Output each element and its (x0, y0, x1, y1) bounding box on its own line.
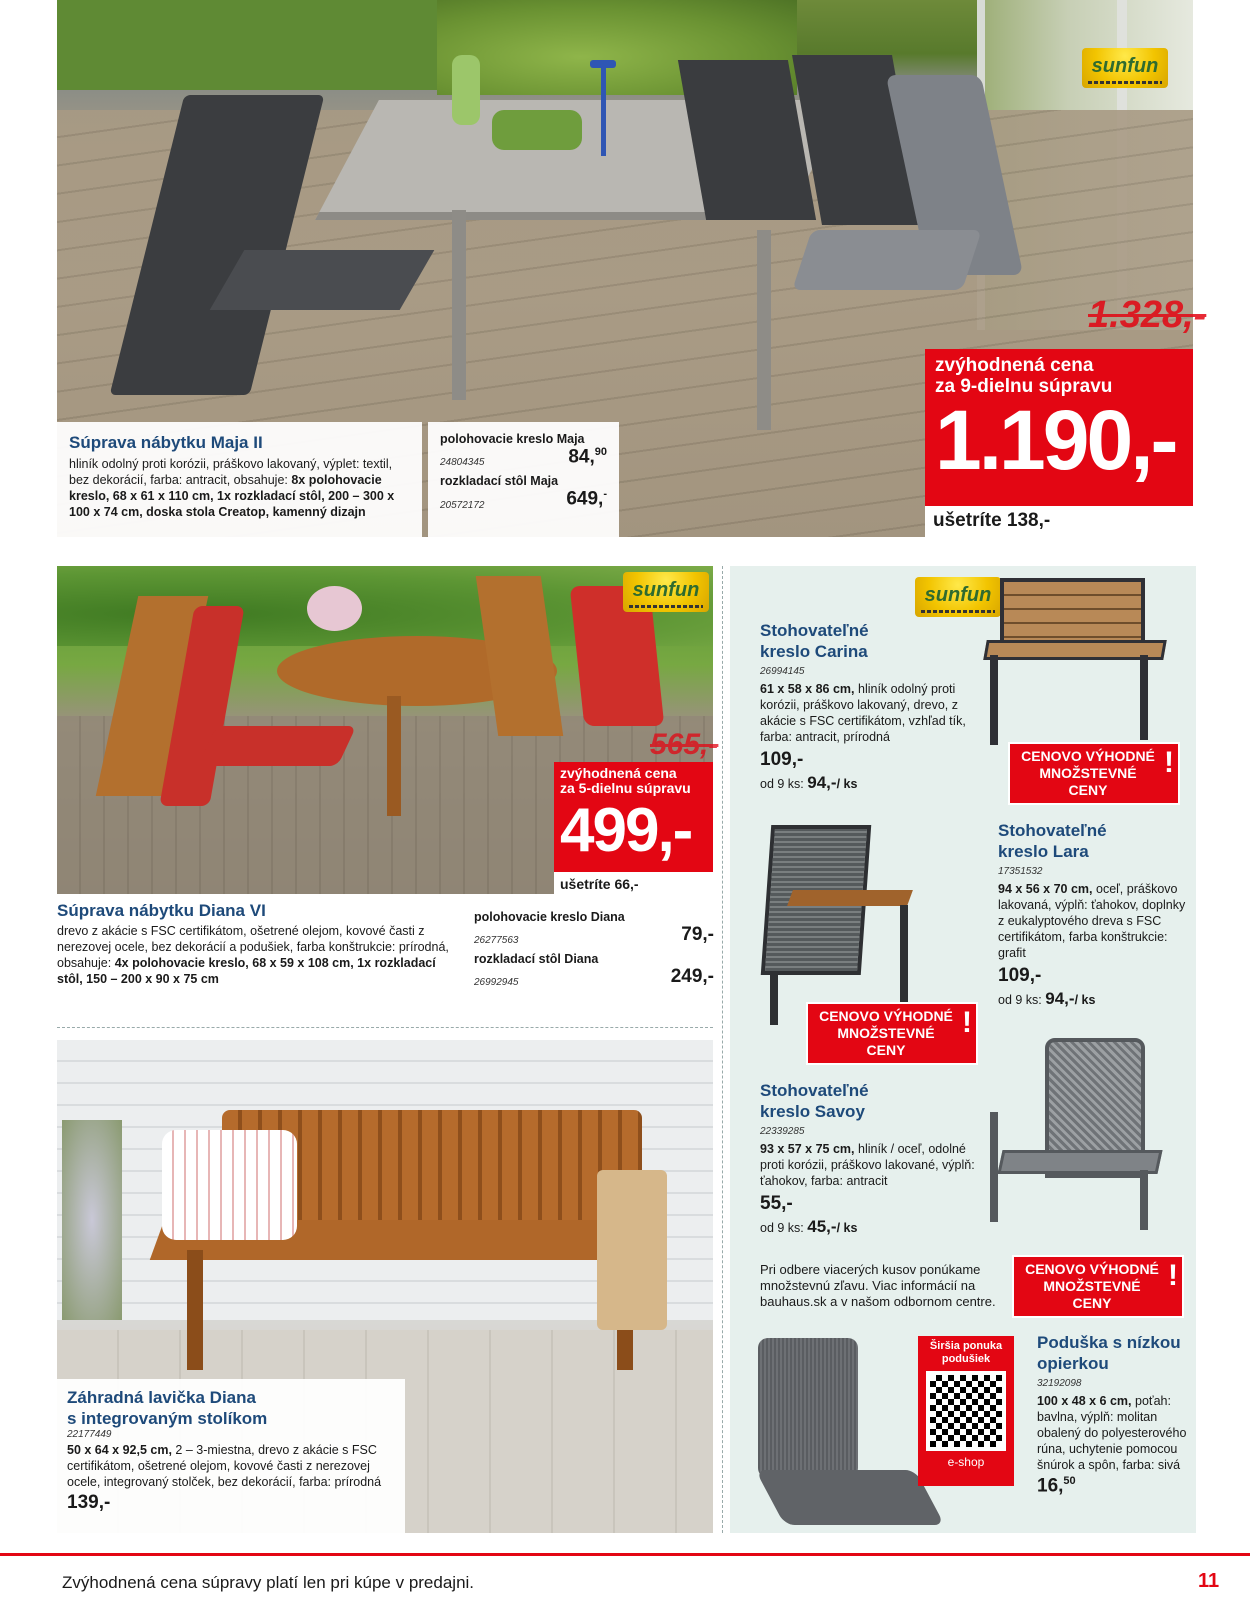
bench-title-line2: s integrovaným stolíkom (67, 1409, 268, 1428)
diana-desc-bold: 4x polohovacie kreslo, 68 x 59 x 108 cm, 1x rozkladací stôl, 150 – 200 x 90 x 75 cm (57, 956, 436, 986)
table-leg (387, 696, 401, 816)
vase (452, 55, 480, 125)
lara-chair-armrest (787, 890, 913, 906)
cushion-code: 32192098 (1037, 1378, 1082, 1389)
diana-title: Súprava nábytku Diana VI (57, 901, 266, 920)
carina-chair-leg (990, 655, 998, 745)
red-seat (198, 726, 357, 766)
maja-item-code: 24804345 (440, 457, 485, 469)
maja-title: Súprava nábytku Maja II (69, 433, 263, 452)
carina-bulk: od 9 ks: 94,-/ ks (760, 773, 858, 792)
page-number: 11 (1198, 1570, 1220, 1592)
bench-info (57, 1379, 405, 1533)
maja-item-price: 649,- (566, 488, 607, 510)
savoy-chair-seat (997, 1150, 1162, 1174)
carina-info (760, 620, 975, 793)
maja-desc-end: doska stola Creatop, kamenný dizajn (146, 505, 366, 519)
diana-desc-plain: drevo z akácie s FSC certifikátom, ošetrené olejom, kovové časti z nerezovej ocele, bez dekorácií a podušiek, farba konštrukcie: prírodná, obsahuje: (57, 924, 449, 970)
savoy-description: 93 x 57 x 75 cm, hliník / oceľ, odolné proti korózii, práškovo lakované, výplň: ťahokov, farba: antracit (760, 1142, 975, 1188)
diana-item-code: 26277563 (474, 935, 519, 946)
cushion-price: 16,50 (1037, 1475, 1076, 1497)
sunfun-logo: sunfun (1082, 48, 1168, 88)
savoy-info (760, 1080, 980, 1237)
footer-rule (0, 1553, 1250, 1556)
diana-item-price: 249,- (670, 966, 714, 987)
diana-items (474, 910, 714, 988)
savoy-title-line2: kreslo Savoy (760, 1102, 865, 1121)
cushion-description: 100 x 48 x 6 cm, poťah: bavlna, výplň: molitan obalený do polyesterového rúna, uchytenie pomocou šnúrok a spôn, farba: sivá (1037, 1394, 1187, 1472)
lara-bulk: od 9 ks: 94,-/ ks (998, 989, 1096, 1008)
maja-desc-plain: hliník odolný proti korózii, práškovo lakovaný, výplet: textil, bez dekorácií, farba: antracit, obsahuje: (69, 457, 393, 487)
carina-description: 61 x 58 x 86 cm, hliník odolný proti korózii, práškovo lakovaný, drevo, z akácie s FSC certifikátom, vzhľad tík, farba: antracit, prírodná (760, 682, 966, 744)
savoy-chair-leg (1140, 1170, 1148, 1230)
pillow (162, 1130, 297, 1240)
bag (597, 1170, 667, 1330)
maja-old-price: 1.328,- (1088, 294, 1207, 336)
cushion-title-line1: Poduška s nízkou (1037, 1333, 1181, 1352)
bulk-discount-note: Pri odbere viacerých kusov ponúkame množstevnú zľavu. Viac informácií na bauhaus.sk a v našom odbornom centre. (760, 1262, 996, 1309)
savoy-chair-leg (990, 1112, 998, 1222)
lamp-stem (601, 66, 606, 156)
savoy-bulk: od 9 ks: 45,-/ ks (760, 1217, 858, 1236)
sunfun-logo: sunfun (623, 572, 709, 612)
savoy-price: 55,- (760, 1193, 793, 1214)
table-leg (757, 230, 771, 430)
maja-price-block (925, 349, 1193, 506)
savoy-code: 22339285 (760, 1126, 805, 1137)
column-divider (722, 566, 723, 1533)
diana-price-block (554, 762, 713, 872)
diana-description (57, 923, 457, 987)
diana-old-price: 565,- (650, 728, 719, 761)
savoy-title-line1: Stohovateľné (760, 1081, 869, 1100)
maja-item-table (440, 474, 607, 510)
diana-offer-line1: zvýhodnená cena (560, 765, 677, 781)
section-divider (57, 1027, 713, 1028)
maja-offer-line2: za 9-dielnu súpravu (935, 376, 1113, 397)
maja-item-name: rozkladací stôl Maja (440, 474, 559, 489)
diana-offer-line2: za 5-dielnu súpravu (560, 780, 691, 796)
qr-block[interactable] (918, 1336, 1014, 1486)
bench-leg (187, 1250, 203, 1370)
carina-chair-back (1000, 578, 1145, 644)
maja-item-name: polohovacie kreslo Maja (440, 432, 585, 446)
sunfun-logo: sunfun (915, 577, 1001, 617)
diana-price: 499,- (560, 796, 692, 865)
carina-bulk-badge: CENOVO VÝHODNÉ MNOŽSTEVNÉ CENY ! (1008, 742, 1180, 805)
qr-eshop-label: e-shop (947, 1455, 985, 1469)
qr-code-icon (926, 1371, 1006, 1451)
chair-seat (210, 250, 435, 310)
qr-heading: Širšia ponuka podušiek (929, 1340, 1003, 1365)
maja-items (428, 422, 619, 537)
plant (62, 1120, 122, 1320)
cushion-title-line2: opierkou (1037, 1354, 1109, 1373)
bench-price: 139,- (67, 1492, 111, 1513)
bench-description (67, 1442, 395, 1490)
bench-desc-bold: 50 x 64 x 92,5 cm, (67, 1443, 172, 1457)
maja-item-code: 20572172 (440, 499, 485, 511)
lara-info (998, 820, 1193, 1009)
diana-item-name: polohovacie kreslo Diana (474, 910, 625, 924)
cushion-back (758, 1338, 858, 1478)
carina-chair-leg (1140, 655, 1148, 740)
flowers (307, 586, 362, 631)
carina-title-line1: Stohovateľné (760, 621, 869, 640)
maja-info (57, 422, 422, 537)
carina-code: 26994145 (760, 666, 805, 677)
cushion-info (1037, 1332, 1197, 1497)
savoy-bulk-badge: CENOVO VÝHODNÉ MNOŽSTEVNÉ CENY ! (1012, 1255, 1184, 1318)
maja-description (69, 456, 410, 520)
diana-item-code: 26992945 (474, 977, 519, 988)
maja-saving: ušetríte 138,- (925, 506, 1193, 537)
maja-desc-bold: 8x polohovacie kreslo, 68 x 61 x 110 cm, 1x rozkladací stôl, 200 – 300 x 100 x 74 cm, (69, 473, 395, 519)
diana-item-price: 79,- (681, 924, 714, 945)
diana-item-name: rozkladací stôl Diana (474, 952, 599, 966)
bench-title-line1: Záhradná lavička Diana (67, 1388, 256, 1407)
lara-bulk-badge: CENOVO VÝHODNÉ MNOŽSTEVNÉ CENY ! (806, 1002, 978, 1065)
cushion-seat (755, 1470, 944, 1525)
maja-item-price: 84,90 (568, 446, 607, 468)
maja-price: 1.190,- (935, 393, 1176, 487)
lara-price: 109,- (998, 965, 1042, 986)
bench-desc-plain: 2 – 3-miestna, drevo z akácie s FSC certifikátom, ošetrené olejom, kovové časti z nerezovej ocele, integrovaný stolček, bez dekorácií, farba: prírodná (67, 1443, 382, 1489)
diana-info (57, 900, 457, 987)
maja-item-chair (440, 432, 607, 468)
planter (492, 110, 582, 150)
diana-saving: ušetríte 66,- (554, 872, 713, 898)
table-leg (452, 210, 466, 400)
chair-cushion (792, 230, 981, 290)
bench-code: 22177449 (67, 1429, 112, 1440)
lara-description: 94 x 56 x 70 cm, oceľ, práškovo lakovaná, výplň: ťahokov, doplnky z eukalyptového dreva s FSC certifikátom, farba konštrukcie: grafit (998, 882, 1186, 960)
carina-title-line2: kreslo Carina (760, 642, 868, 661)
lara-title-line2: kreslo Lara (998, 842, 1089, 861)
maja-offer-line1: zvýhodnená cena (935, 355, 1094, 376)
carina-price: 109,- (760, 749, 804, 770)
lara-chair-leg (770, 975, 778, 1025)
footer-note: Zvýhodnená cena súpravy platí len pri kúpe v predajni. (62, 1573, 475, 1592)
lara-title-line1: Stohovateľné (998, 821, 1107, 840)
lara-code: 17351532 (998, 866, 1043, 877)
